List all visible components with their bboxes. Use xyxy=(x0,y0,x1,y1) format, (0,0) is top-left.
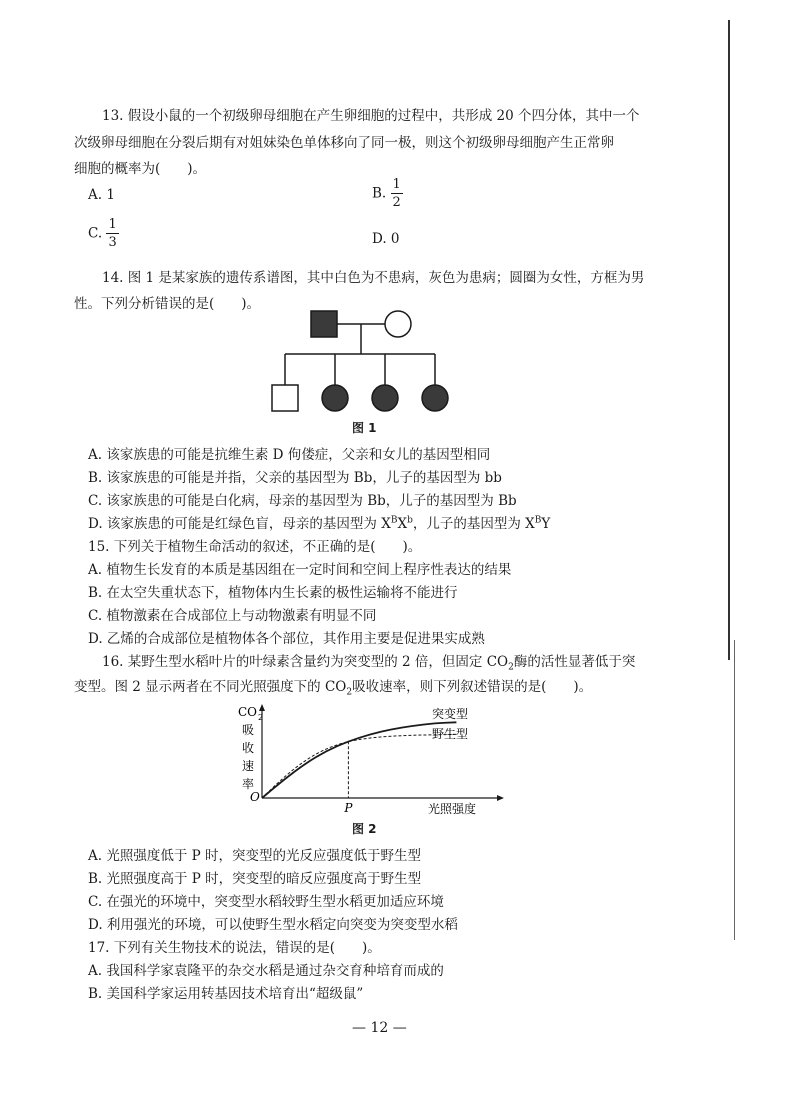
x-axis-arrow xyxy=(497,795,504,801)
q15-option-b: B. 在太空失重状态下，植物体内生长素的极性运输将不能进行 xyxy=(88,585,458,601)
q15-option-a: A. 植物生长发育的本质是基因组在一定时间和空间上程序性表达的结果 xyxy=(88,562,512,578)
q14-stem-line2: 性。下列分析错误的是( )。 xyxy=(74,296,261,312)
scan-edge-mark-lower xyxy=(734,640,735,940)
p-marker-label: P xyxy=(344,801,353,815)
series-mutant-line xyxy=(262,722,456,798)
y-axis-label-co: CO xyxy=(238,705,258,719)
q13-stem-line3: 细胞的概率为( )。 xyxy=(74,161,207,177)
series-wildtype-line xyxy=(262,734,456,798)
x-axis-label: 光照强度 xyxy=(428,802,477,816)
q14-option-c: C. 该家族患的可能是白化病，母亲的基因型为 Bb，儿子的基因型为 Bb xyxy=(88,493,517,509)
legend-mutant: 突变型 xyxy=(432,707,469,721)
y-axis-label-char1: 吸 xyxy=(242,723,255,737)
q14-option-a: A. 该家族患的可能是抗维生素 D 佝偻症，父亲和女儿的基因型相同 xyxy=(88,447,491,463)
mother-unaffected-circle xyxy=(385,311,411,337)
q14-stem-line1: 14. 图 1 是某家族的遗传系谱图，其中白色为不患病，灰色为患病；圆圈为女性，方框为男 xyxy=(102,270,645,286)
co2-absorption-chart xyxy=(228,700,518,818)
q16-option-b: B. 光照强度高于 P 时，突变型的暗反应强度高于野生型 xyxy=(88,871,422,887)
father-affected-square xyxy=(311,311,337,337)
q16-option-c: C. 在强光的环境中，突变型水稻较野生型水稻更加适应环境 xyxy=(88,894,444,910)
scan-edge-mark xyxy=(728,20,730,660)
q16-stem-line2: 变型。图 2 显示两者在不同光照强度下的 $CO_2$吸收速率，则下列叙述错误的是( )。 xyxy=(74,679,593,698)
q15-stem: 15. 下列关于植物生命活动的叙述，不正确的是( )。 xyxy=(88,539,422,555)
q13-option-c: C. $\frac{1}{3}$ xyxy=(88,217,117,250)
daughter1-affected-circle xyxy=(322,385,348,411)
y-axis-label-char4: 率 xyxy=(242,777,255,791)
q16-stem-line1: 16. 某野生型水稻叶片的叶绿素含量约为突变型的 2 倍，但固定 $CO_2$酶的活性显著低于突 xyxy=(102,654,636,673)
q16-option-d: D. 利用强光的环境，可以使野生型水稻定向突变为突变型水稻 xyxy=(88,917,458,933)
figure2-caption: 图 2 xyxy=(352,822,377,836)
y-axis-label-char3: 速 xyxy=(242,759,255,773)
q13-stem-line1: 13. 假设小鼠的一个初级卵母细胞在产生卵细胞的过程中，共形成 20 个四分体，其中一个 xyxy=(102,108,640,124)
son-unaffected-square xyxy=(272,385,298,411)
q14-option-b: B. 该家族患的可能是并指，父亲的基因型为 Bb，儿子的基因型为 bb xyxy=(88,470,502,486)
q14-option-d: D. 该家族患的可能是红绿色盲，母亲的基因型为 $X^BX^b$，儿子的基因型为 $X^BY$ xyxy=(88,515,551,532)
origin-label: O xyxy=(250,790,260,804)
daughter2-affected-circle xyxy=(372,385,398,411)
q17-stem: 17. 下列有关生物技术的说法，错误的是( )。 xyxy=(88,940,381,956)
daughter3-affected-circle xyxy=(422,385,448,411)
q13-option-d: D. 0 xyxy=(372,231,400,247)
page-number: — 12 — xyxy=(352,1020,407,1036)
q15-option-d: D. 乙烯的合成部位是植物体各个部位，其作用主要是促进果实成熟 xyxy=(88,631,485,647)
q13-option-a: A. 1 xyxy=(88,187,115,203)
y-axis-arrow xyxy=(259,704,265,711)
legend-wildtype: 野生型 xyxy=(432,727,469,741)
q17-option-b: B. 美国科学家运用转基因技术培育出“超级鼠” xyxy=(88,986,364,1002)
y-axis-label-sub: 2 xyxy=(258,713,264,722)
q16-option-a: A. 光照强度低于 P 时，突变型的光反应强度低于野生型 xyxy=(88,848,421,864)
q13-stem-line2: 次级卵母细胞在分裂后期有对姐妹染色单体移向了同一极，则这个初级卵母细胞产生正常卵 xyxy=(74,135,614,151)
q13-option-b: B. $\frac{1}{2}$ xyxy=(372,177,401,210)
q17-option-a: A. 我国科学家袁隆平的杂交水稻是通过杂交育种培育而成的 xyxy=(88,963,444,979)
q15-option-c: C. 植物激素在合成部位上与动物激素有明显不同 xyxy=(88,608,377,624)
pedigree-diagram xyxy=(266,306,456,418)
figure1-caption: 图 1 xyxy=(352,421,377,435)
y-axis-label-char2: 收 xyxy=(242,741,255,755)
